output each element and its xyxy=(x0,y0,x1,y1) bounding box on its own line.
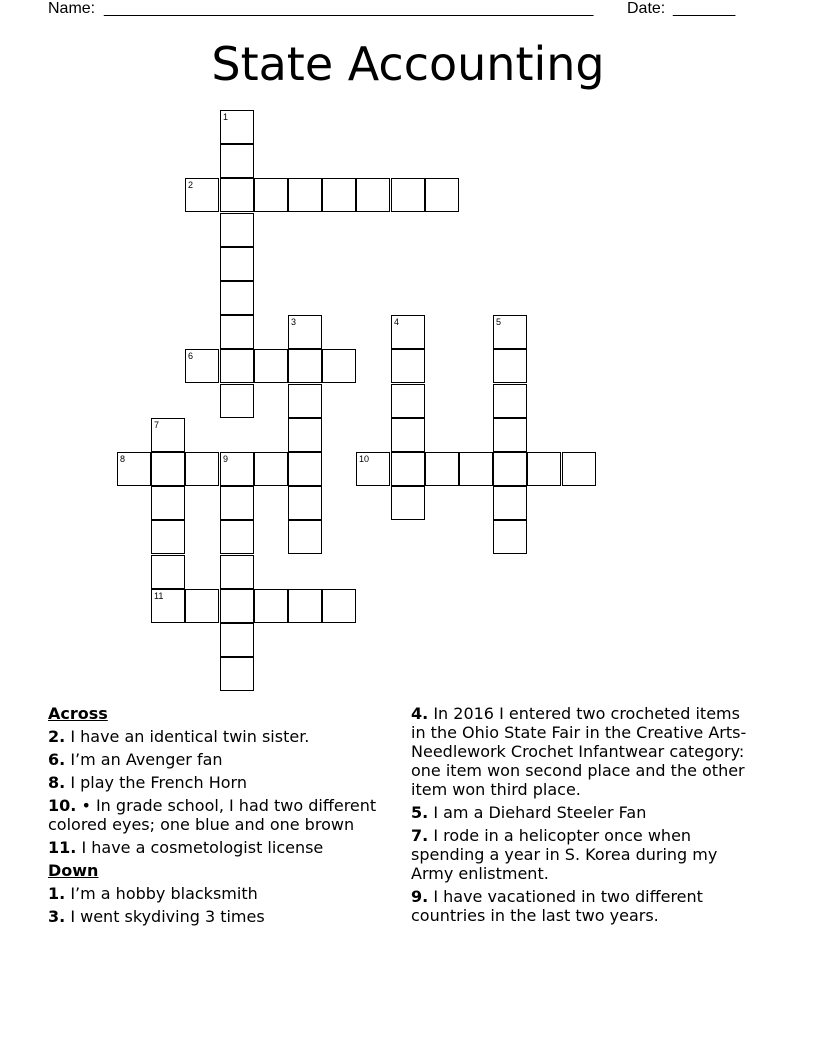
page-title: State Accounting xyxy=(211,37,605,91)
clues-left-column xyxy=(48,704,393,930)
grid-cell[interactable] xyxy=(425,452,459,486)
grid-cell[interactable] xyxy=(185,589,219,623)
grid-cell[interactable] xyxy=(391,178,425,212)
grid-cell[interactable] xyxy=(288,452,322,486)
grid-cell[interactable] xyxy=(185,349,219,383)
grid-cell[interactable] xyxy=(220,520,254,554)
grid-cell[interactable] xyxy=(220,384,254,418)
cell-number: 1 xyxy=(223,112,229,122)
grid-cell[interactable] xyxy=(220,281,254,315)
grid-cell[interactable] xyxy=(288,349,322,383)
grid-cell[interactable] xyxy=(288,486,322,520)
grid-cell[interactable] xyxy=(220,315,254,349)
grid-cell[interactable] xyxy=(254,349,288,383)
grid-cell[interactable] xyxy=(288,418,322,452)
grid-cell[interactable] xyxy=(391,486,425,520)
clue-across-2: 2. I have an identical twin sister. xyxy=(48,727,310,746)
date-label: Date: xyxy=(627,0,670,17)
grid-cell[interactable] xyxy=(254,452,288,486)
cell-number: 4 xyxy=(394,317,400,327)
grid-cell[interactable] xyxy=(391,418,425,452)
cell-number: 9 xyxy=(223,454,229,464)
grid-cell[interactable] xyxy=(220,623,254,657)
grid-cell[interactable] xyxy=(288,589,322,623)
grid-cell[interactable] xyxy=(493,418,527,452)
grid-cell[interactable] xyxy=(288,520,322,554)
grid-cell[interactable] xyxy=(288,178,322,212)
name-label: Name: xyxy=(48,0,100,17)
grid-cell[interactable] xyxy=(185,452,219,486)
grid-cell[interactable] xyxy=(220,657,254,691)
grid-cell[interactable] xyxy=(288,315,322,349)
grid-cell[interactable] xyxy=(459,452,493,486)
date-field[interactable]: _______ xyxy=(673,0,736,17)
clue-across-8: 8. I play the French Horn xyxy=(48,773,247,792)
clue-down-1: 1. I’m a hobby blacksmith xyxy=(48,884,258,903)
grid-cell[interactable] xyxy=(151,486,185,520)
grid-cell[interactable] xyxy=(391,384,425,418)
clue-down-5: 5. I am a Diehard Steeler Fan xyxy=(411,803,647,822)
grid-cell[interactable] xyxy=(220,213,254,247)
cell-number: 7 xyxy=(154,420,160,430)
grid-cell[interactable] xyxy=(322,349,356,383)
down-heading: Down xyxy=(48,861,99,880)
grid-cell[interactable] xyxy=(220,247,254,281)
grid-cell[interactable] xyxy=(220,178,254,212)
grid-cell[interactable] xyxy=(220,349,254,383)
cell-number: 2 xyxy=(188,180,194,190)
grid-cell[interactable] xyxy=(151,520,185,554)
grid-cell[interactable] xyxy=(356,452,390,486)
grid-cell[interactable] xyxy=(322,589,356,623)
grid-cell[interactable] xyxy=(151,418,185,452)
grid-cell[interactable] xyxy=(220,589,254,623)
clue-across-10: 10. • In grade school, I had two different colored eyes; one blue and one brown xyxy=(48,796,377,834)
grid-cell[interactable] xyxy=(391,349,425,383)
grid-cell[interactable] xyxy=(493,384,527,418)
grid-cell[interactable] xyxy=(220,144,254,178)
grid-cell[interactable] xyxy=(493,486,527,520)
grid-cell[interactable] xyxy=(185,178,219,212)
name-field[interactable]: _______________________________________________________ xyxy=(104,0,594,17)
grid-cell[interactable] xyxy=(425,178,459,212)
grid-cell[interactable] xyxy=(527,452,561,486)
clue-down-9: 9. I have vacationed in two different countries in the last two years. xyxy=(411,887,703,925)
grid-cell[interactable] xyxy=(220,555,254,589)
clue-down-4: 4. In 2016 I entered two crocheted items in the Ohio State Fair in the Creative Arts-Needlework Crochet Infantwear category: one item won second place and the other item won third place. xyxy=(411,704,747,799)
grid-cell[interactable] xyxy=(322,178,356,212)
grid-cell[interactable] xyxy=(254,589,288,623)
cell-number: 11 xyxy=(154,591,164,601)
clue-down-3: 3. I went skydiving 3 times xyxy=(48,907,265,926)
grid-cell[interactable] xyxy=(151,452,185,486)
clue-across-6: 6. I’m an Avenger fan xyxy=(48,750,223,769)
grid-cell[interactable] xyxy=(493,315,527,349)
grid-cell[interactable] xyxy=(493,452,527,486)
grid-cell[interactable] xyxy=(151,589,185,623)
grid-cell[interactable] xyxy=(391,452,425,486)
grid-cell[interactable] xyxy=(391,315,425,349)
grid-cell[interactable] xyxy=(220,486,254,520)
grid-cell[interactable] xyxy=(493,520,527,554)
clue-down-7: 7. I rode in a helicopter once when spending a year in S. Korea during my Army enlistment. xyxy=(411,826,718,883)
cell-number: 5 xyxy=(496,317,502,327)
grid-cell[interactable] xyxy=(562,452,596,486)
grid-cell[interactable] xyxy=(220,110,254,144)
clue-across-11: 11. I have a cosmetologist license xyxy=(48,838,324,857)
cell-number: 8 xyxy=(120,454,126,464)
grid-cell[interactable] xyxy=(220,452,254,486)
across-heading: Across xyxy=(48,704,108,723)
grid-cell[interactable] xyxy=(356,178,390,212)
cell-number: 6 xyxy=(188,351,194,361)
clues-right-column xyxy=(411,704,756,929)
grid-cell[interactable] xyxy=(254,178,288,212)
cell-number: 10 xyxy=(359,454,370,464)
grid-cell[interactable] xyxy=(493,349,527,383)
cell-number: 3 xyxy=(291,317,297,327)
grid-cell[interactable] xyxy=(151,555,185,589)
grid-cell[interactable] xyxy=(117,452,151,486)
grid-cell[interactable] xyxy=(288,384,322,418)
